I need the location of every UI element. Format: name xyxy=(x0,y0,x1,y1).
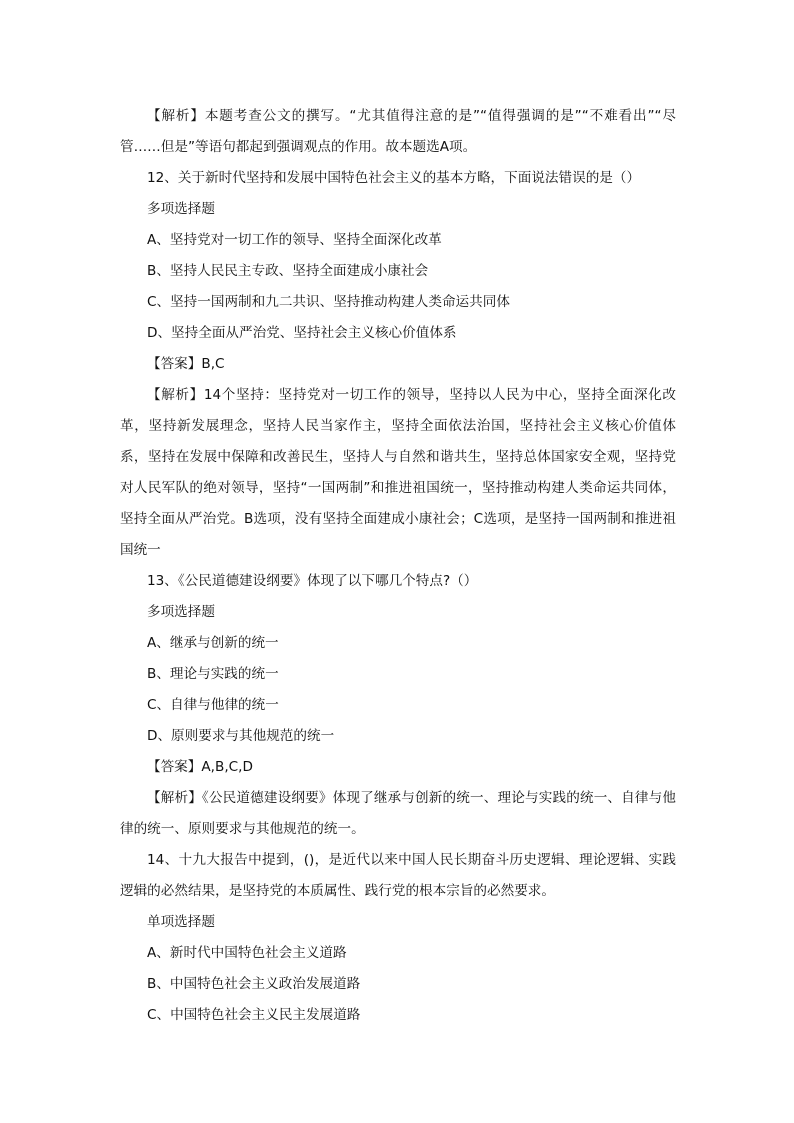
option-a: A、新时代中国特色社会主义道路 xyxy=(147,945,347,961)
option-d: D、原则要求与其他规范的统一 xyxy=(147,728,335,744)
option-b: B、坚持人民民主专政、坚持全面建成小康社会 xyxy=(147,263,429,279)
analysis-paragraph: 【解析】《公民道德建设纲要》体现了继承与创新的统一、理论与实践的统一、自律与他律的统一、原则要求与其他规范的统一。 xyxy=(120,790,676,837)
question-type: 单项选择题 xyxy=(147,914,215,930)
answer: 【答案】A,B,C,D xyxy=(147,759,253,775)
document-body xyxy=(120,101,676,1031)
answer: 【答案】B,C xyxy=(147,356,225,372)
option-b: B、中国特色社会主义政治发展道路 xyxy=(147,976,361,992)
option-a: A、继承与创新的统一 xyxy=(147,635,279,651)
analysis-paragraph: 【解析】14个坚持：坚持党对一切工作的领导，坚持以人民为中心，坚持全面深化改革，坚持新发展理念，坚持人民当家作主，坚持全面依法治国，坚持社会主义核心价值体系，坚持在发展中保障和改善民生，坚持人与自然和谐共生，坚持总体国家安全观，坚持党对人民军队的绝对领导，坚持“一国两制”和推进祖国统一，坚持推动构建人类命运共同体，坚持全面从严治党。B选项，没有坚持全面建成小康社会；C选项，是坚持一国两制和推进祖国统一 xyxy=(120,387,676,558)
question-12: 12、关于新时代坚持和发展中国特色社会主义的基本方略，下面说法错误的是（） xyxy=(147,170,641,186)
question-14: 14、十九大报告中提到，()，是近代以来中国人民长期奋斗历史逻辑、理论逻辑、实践逻辑的必然结果，是坚持党的本质属性、践行党的根本宗旨的必然要求。 xyxy=(120,852,676,899)
option-c: C、中国特色社会主义民主发展道路 xyxy=(147,1007,361,1023)
question-13: 13、《公民道德建设纲要》体现了以下哪几个特点?（） xyxy=(147,573,478,589)
option-c: C、自律与他律的统一 xyxy=(147,697,279,713)
option-c: C、坚持一国两制和九二共识、坚持推动构建人类命运共同体 xyxy=(147,294,510,310)
question-type: 多项选择题 xyxy=(147,201,215,217)
option-d: D、坚持全面从严治党、坚持社会主义核心价值体系 xyxy=(147,325,457,341)
analysis-paragraph: 【解析】本题考查公文的撰写。“尤其值得注意的是”“值得强调的是”“不难看出”“尽管……但是”等语句都起到强调观点的作用。故本题选A项。 xyxy=(120,108,676,155)
option-b: B、理论与实践的统一 xyxy=(147,666,279,682)
question-type: 多项选择题 xyxy=(147,604,215,620)
option-a: A、坚持党对一切工作的领导、坚持全面深化改革 xyxy=(147,232,442,248)
